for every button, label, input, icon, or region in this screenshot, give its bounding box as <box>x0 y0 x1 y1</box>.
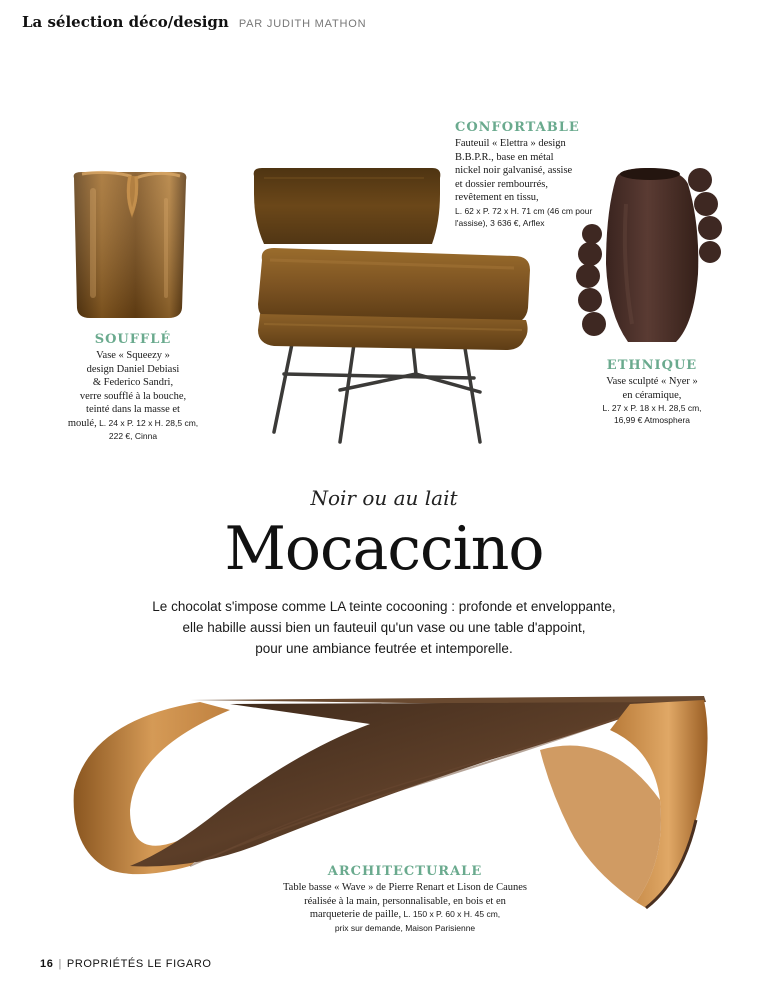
desc-line-mixed <box>58 417 208 431</box>
desc-line: et dossier rembourrés, <box>455 178 549 190</box>
caption-ethnique <box>582 358 722 426</box>
intro-line: Le chocolat s'impose comme LA teinte cocooning : profonde et enveloppante, <box>152 599 616 614</box>
spec-line: L. 27 x P. 18 x H. 28,5 cm, <box>602 403 702 413</box>
desc-line: verre soufflé à la bouche, <box>79 390 187 402</box>
spec-line: 16,99 € Atmosphera <box>613 415 691 425</box>
desc-line: Vase sculpté « Nyer » <box>606 376 698 387</box>
desc-line: revêtement en tissu, <box>455 192 539 203</box>
desc-line: réalisée à la main, personnalisable, en bois et en <box>304 895 506 907</box>
intro-line: elle habille aussi bien un fauteuil qu'un vase ou une table d'appoint, <box>182 620 586 635</box>
desc-line-mixed <box>280 908 530 922</box>
category-ethnique: ETHNIQUE <box>606 358 698 373</box>
category-souffle: SOUFFLÉ <box>94 332 172 347</box>
squeezy-glass-vase-image <box>68 168 192 320</box>
feature-title: Mocaccino <box>224 514 544 584</box>
page-number: 16 <box>40 958 54 970</box>
category-architecturale: ARCHITECTURALE <box>327 864 483 879</box>
spec-line: 222 €, Cinna <box>108 431 158 441</box>
spec-line: L. 62 x P. 72 x H. 71 cm (46 cm pour <box>455 205 593 216</box>
desc-line: en céramique, <box>622 389 682 401</box>
spec-line: prix sur demande, Maison Parisienne <box>334 922 476 933</box>
page-header <box>22 13 366 32</box>
footer-separator: | <box>58 958 62 970</box>
caption-architecturale <box>280 864 530 934</box>
feature-intro <box>110 596 658 659</box>
spec-line: l'assise), 3 636 €, Arflex <box>455 217 545 228</box>
nyer-ceramic-vase-image <box>576 164 722 348</box>
desc-text: marqueterie de paille, <box>309 909 402 920</box>
spec-text: L. 150 x P. 60 x H. 45 cm, <box>401 909 501 919</box>
desc-line: design Daniel Debiasi <box>86 363 180 375</box>
page-footer <box>40 958 212 970</box>
desc-line: Table basse « Wave » de Pierre Renart et Lison de Caunes <box>282 882 528 893</box>
desc-text: moulé, <box>67 417 97 429</box>
intro-line: pour une ambiance feutrée et intemporelle. <box>255 641 513 656</box>
desc-line: teinté dans la masse et <box>86 404 180 415</box>
desc-line: Fauteuil « Elettra » design <box>455 138 566 149</box>
caption-souffle <box>58 332 208 442</box>
desc-line: Vase « Squeezy » <box>96 350 170 361</box>
desc-line: B.B.P.R., base en métal <box>455 151 554 163</box>
spec-text: L. 24 x P. 12 x H. 28,5 cm, <box>96 417 199 428</box>
category-confortable: CONFORTABLE <box>455 120 580 135</box>
desc-line: & Federico Sandri, <box>92 377 174 388</box>
feature-kicker: Noir ou au lait <box>310 486 458 510</box>
publication-name: PROPRIÉTÉS LE FIGARO <box>66 958 212 970</box>
desc-line: nickel noir galvanisé, assise <box>455 165 573 176</box>
author-byline: PAR JUDITH MATHON <box>238 18 367 30</box>
section-title: La sélection déco/design <box>22 13 229 31</box>
